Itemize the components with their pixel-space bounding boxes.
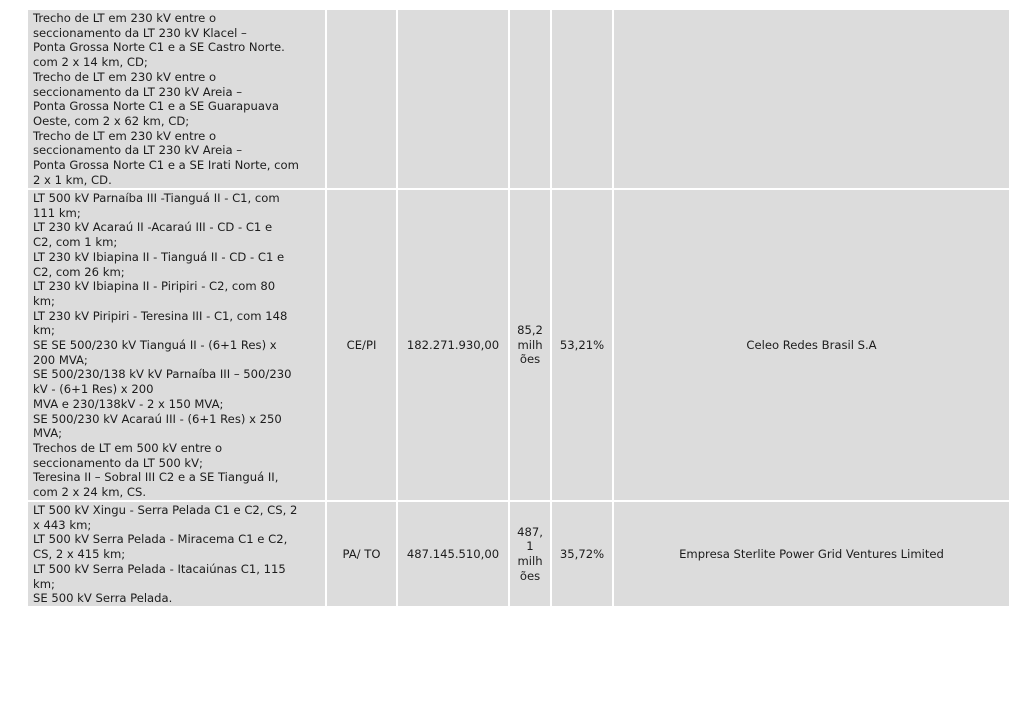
cell-state: PA/ TO (327, 502, 396, 606)
cell-discount (552, 10, 612, 188)
description-line: LT 230 kV Acaraú II -Acaraú III - CD - C1 e (33, 220, 273, 235)
description-line: MVA e 230/138kV - 2 x 150 MVA; (33, 396, 224, 411)
table-row (28, 10, 1009, 188)
amount-line: milh (517, 554, 543, 568)
cell-value: 487.145.510,00 (398, 502, 508, 606)
cell-amount (510, 10, 550, 188)
description-line: Oeste, com 2 x 62 km, CD; (33, 113, 190, 128)
cell-amount (510, 190, 550, 500)
description-line: LT 500 kV Serra Pelada - Itacaiúnas C1, 115 (33, 561, 286, 576)
amount-line: ões (519, 568, 541, 583)
description-line: Trecho de LT em 230 kV entre o (33, 69, 217, 84)
description-line: C2, com 1 km; (33, 235, 118, 250)
auction-results-table (26, 8, 1011, 608)
description-line: km; (33, 576, 55, 591)
cell-description (28, 10, 325, 188)
description-line: x 443 km; (33, 517, 92, 532)
description-line: seccionamento da LT 500 kV; (33, 455, 203, 470)
description-line: Ponta Grossa Norte C1 e a SE Irati Norte, com (33, 158, 299, 173)
description-line: Teresina II – Sobral III C2 e a SE Tianguá II, (33, 470, 279, 485)
description-line: kV - (6+1 Res) x 200 (33, 382, 154, 397)
description-line: LT 230 kV Ibiapina II - Tianguá II - CD - C1 e (33, 249, 285, 264)
table-row (28, 502, 1009, 606)
description-line: SE SE 500/230 kV Tianguá II - (6+1 Res) x (33, 338, 277, 353)
amount-line: 1 (526, 539, 534, 554)
description-line: com 2 x 24 km, CS. (33, 485, 147, 500)
description-line: LT 230 kV Ibiapina II - Piripiri - C2, com 80 (33, 279, 276, 294)
cell-description (28, 190, 325, 500)
cell-state: CE/PI (327, 190, 396, 500)
table-body (28, 10, 1009, 606)
description-line: C2, com 26 km; (33, 264, 125, 279)
description-line: Ponta Grossa Norte C1 e a SE Guarapuava (33, 99, 279, 114)
cell-value: 182.271.930,00 (398, 190, 508, 500)
description-line: 200 MVA; (33, 352, 88, 367)
description-line: 111 km; (33, 205, 81, 220)
cell-amount (510, 502, 550, 606)
cell-winner: Empresa Sterlite Power Grid Ventures Limited (614, 502, 1009, 606)
description-line: LT 500 kV Xingu - Serra Pelada C1 e C2, CS, 2 (33, 503, 298, 517)
description-line: LT 230 kV Piripiri - Teresina III - C1, com 148 (33, 308, 288, 323)
amount-line: 85,2 (517, 322, 543, 337)
description-line: seccionamento da LT 230 kV Areia – (33, 84, 243, 99)
cell-state (327, 10, 396, 188)
description-line: 2 x 1 km, CD. (33, 172, 112, 187)
table-row (28, 190, 1009, 500)
description-line: seccionamento da LT 230 kV Klacel – (33, 25, 247, 40)
description-line: CS, 2 x 415 km; (33, 547, 126, 562)
description-line: seccionamento da LT 230 kV Areia – (33, 143, 243, 158)
description-line: SE 500/230 kV Acaraú III - (6+1 Res) x 250 (33, 411, 282, 426)
description-line: MVA; (33, 426, 63, 441)
description-line: Ponta Grossa Norte C1 e a SE Castro Norte. (33, 40, 285, 55)
description-line: LT 500 kV Serra Pelada - Miracema C1 e C2, (33, 532, 288, 547)
description-line: com 2 x 14 km, CD; (33, 55, 148, 70)
description-line: LT 500 kV Parnaíba III -Tianguá II - C1, com (33, 191, 280, 205)
amount-line: milh (517, 337, 543, 352)
cell-discount: 35,72% (552, 502, 612, 606)
description-line: Trecho de LT em 230 kV entre o (33, 128, 217, 143)
cell-winner: Celeo Redes Brasil S.A (614, 190, 1009, 500)
cell-discount: 53,21% (552, 190, 612, 500)
description-line: km; (33, 293, 55, 308)
cell-winner (614, 10, 1009, 188)
cell-value (398, 10, 508, 188)
description-line: km; (33, 323, 55, 338)
amount-line: ões (519, 352, 541, 367)
description-line: SE 500 kV Serra Pelada. (33, 591, 173, 606)
description-line: Trecho de LT em 230 kV entre o (33, 11, 217, 25)
cell-description (28, 502, 325, 606)
description-line: Trechos de LT em 500 kV entre o (33, 440, 223, 455)
amount-line: 487, (517, 524, 543, 539)
description-line: SE 500/230/138 kV kV Parnaíba III – 500/230 (33, 367, 292, 382)
